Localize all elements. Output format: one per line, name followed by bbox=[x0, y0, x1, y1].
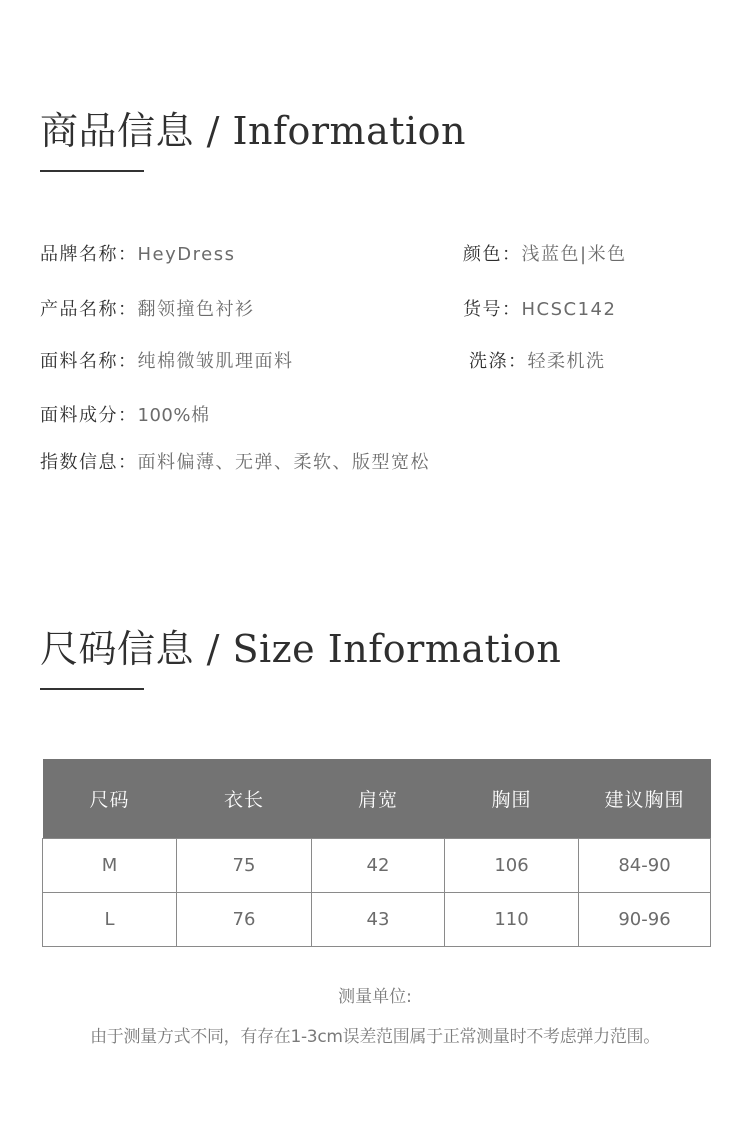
spec-index-label: 指数信息： bbox=[40, 452, 138, 473]
spec-color bbox=[463, 240, 627, 266]
cell-bust: 106 bbox=[445, 839, 579, 893]
table-row bbox=[43, 839, 711, 893]
cell-length: 75 bbox=[177, 839, 312, 893]
cell-size: L bbox=[43, 893, 177, 947]
spec-fabric bbox=[40, 347, 294, 373]
spec-wash bbox=[469, 347, 606, 373]
spec-wash-label: 洗涤： bbox=[469, 351, 528, 372]
spec-composition-value: 100%棉 bbox=[137, 405, 210, 426]
spec-item-no bbox=[463, 295, 616, 321]
spec-composition-label: 面料成分： bbox=[40, 405, 138, 426]
size-title-underline bbox=[40, 688, 144, 690]
table-row bbox=[43, 893, 711, 947]
measurement-unit-title: 测量单位: bbox=[338, 987, 412, 1007]
spec-wash-value: 轻柔机洗 bbox=[527, 351, 606, 372]
spec-item-no-label: 货号： bbox=[463, 299, 522, 320]
header-shoulder: 肩宽 bbox=[312, 759, 445, 839]
spec-brand-value: HeyDress bbox=[137, 244, 236, 265]
cell-shoulder: 43 bbox=[312, 893, 445, 947]
header-bust: 胸围 bbox=[445, 759, 579, 839]
size-table-header-row bbox=[43, 759, 711, 839]
spec-color-value: 浅蓝色|米色 bbox=[521, 244, 627, 265]
size-table bbox=[42, 759, 711, 947]
spec-index bbox=[40, 448, 430, 474]
spec-name-value: 翻领撞色衬衫 bbox=[137, 299, 255, 320]
measurement-note: 由于测量方式不同，有存在1-3cm误差范围属于正常测量时不考虑弹力范围。 bbox=[90, 1027, 660, 1047]
cell-length: 76 bbox=[177, 893, 312, 947]
product-title-underline bbox=[40, 170, 144, 172]
header-recommended-bust: 建议胸围 bbox=[579, 759, 711, 839]
spec-fabric-label: 面料名称： bbox=[40, 351, 138, 372]
spec-name-label: 产品名称： bbox=[40, 299, 138, 320]
spec-fabric-value: 纯棉微皱肌理面料 bbox=[137, 351, 294, 372]
spec-brand-label: 品牌名称： bbox=[40, 244, 138, 265]
spec-item-no-value: HCSC142 bbox=[521, 299, 617, 320]
cell-recommended-bust: 90-96 bbox=[579, 893, 711, 947]
cell-recommended-bust: 84-90 bbox=[579, 839, 711, 893]
cell-shoulder: 42 bbox=[312, 839, 445, 893]
spec-composition bbox=[40, 401, 209, 427]
spec-name bbox=[40, 295, 255, 321]
spec-color-label: 颜色： bbox=[463, 244, 522, 265]
cell-size: M bbox=[43, 839, 177, 893]
cell-bust: 110 bbox=[445, 893, 579, 947]
product-info-title: 商品信息 / Information bbox=[40, 109, 467, 153]
size-info-title: 尺码信息 / Size Information bbox=[40, 627, 562, 671]
spec-brand bbox=[40, 240, 235, 266]
header-length: 衣长 bbox=[177, 759, 312, 839]
spec-index-value: 面料偏薄、无弹、柔软、版型宽松 bbox=[137, 452, 430, 473]
header-size: 尺码 bbox=[43, 759, 177, 839]
